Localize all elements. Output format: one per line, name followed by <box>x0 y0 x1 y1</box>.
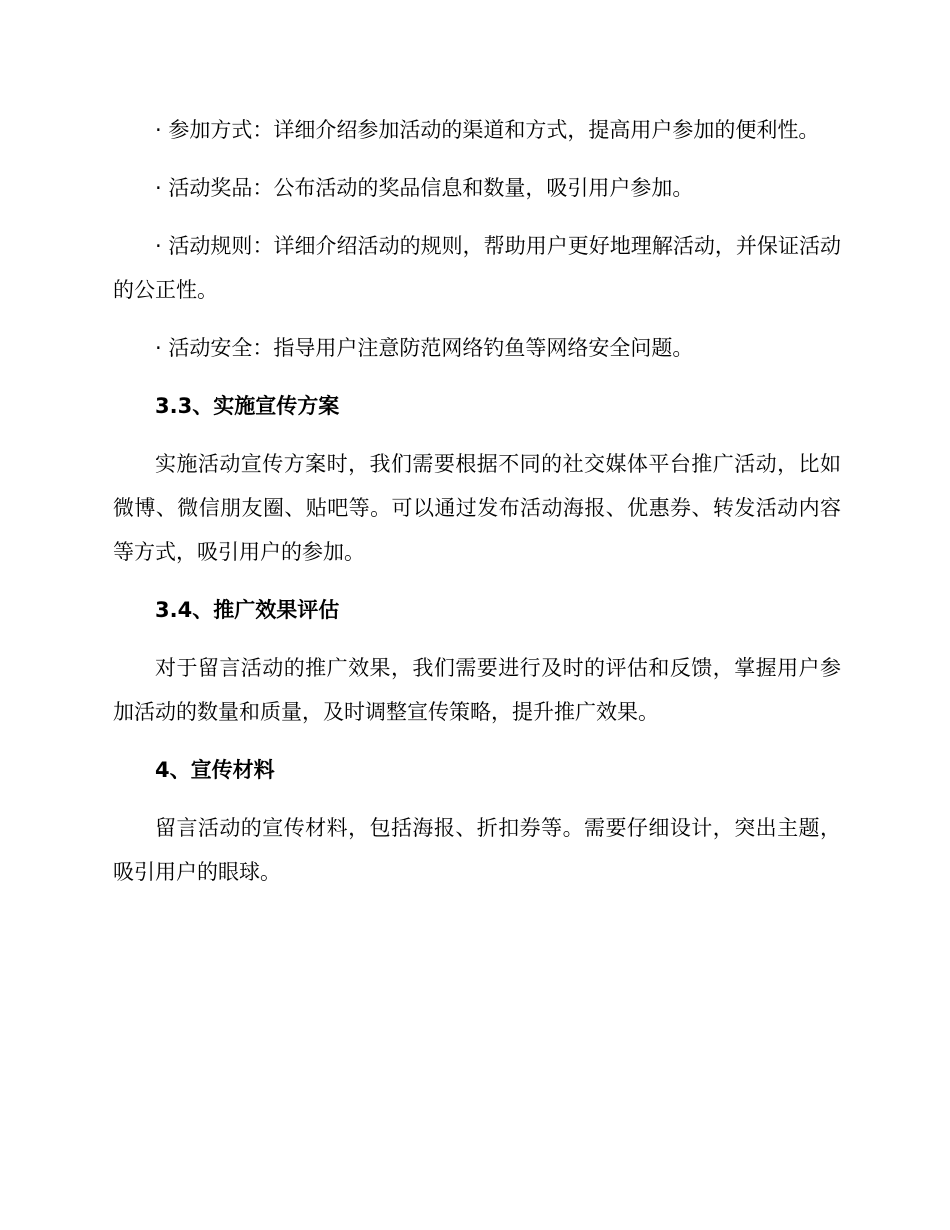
section-heading-3-3: 3.3、实施宣传方案 <box>155 394 340 418</box>
section-body-4: 留言活动的宣传材料，包括海报、折扣券等。需要仔细设计，突出主题，吸引用户的眼球。 <box>113 816 841 884</box>
bullet-text: · 活动奖品：公布活动的奖品信息和数量，吸引用户参加。 <box>155 176 694 200</box>
document-body <box>113 108 841 908</box>
bullet-text: · 活动安全：指导用户注意防范网络钓鱼等网络安全问题。 <box>155 336 694 360</box>
bullet-text: · 活动规则：详细介绍活动的规则，帮助用户更好地理解活动，并保证活动的公正性。 <box>113 234 841 302</box>
bullet-item-security <box>113 326 841 370</box>
bullet-item-rules <box>113 224 841 312</box>
bullet-item-prizes <box>113 166 841 210</box>
section-heading-3-4: 3.4、推广效果评估 <box>155 598 340 622</box>
bullet-text: · 参加方式：详细介绍参加活动的渠道和方式，提高用户参加的便利性。 <box>155 118 820 142</box>
section-body-3-3: 实施活动宣传方案时，我们需要根据不同的社交媒体平台推广活动，比如微博、微信朋友圈、贴吧等。可以通过发布活动海报、优惠券、转发活动内容等方式，吸引用户的参加。 <box>113 452 841 564</box>
section-body-3-4: 对于留言活动的推广效果，我们需要进行及时的评估和反馈，掌握用户参加活动的数量和质量，及时调整宣传策略，提升推广效果。 <box>113 656 841 724</box>
section-heading-4: 4、宣传材料 <box>155 758 275 782</box>
bullet-item-participation <box>113 108 841 152</box>
